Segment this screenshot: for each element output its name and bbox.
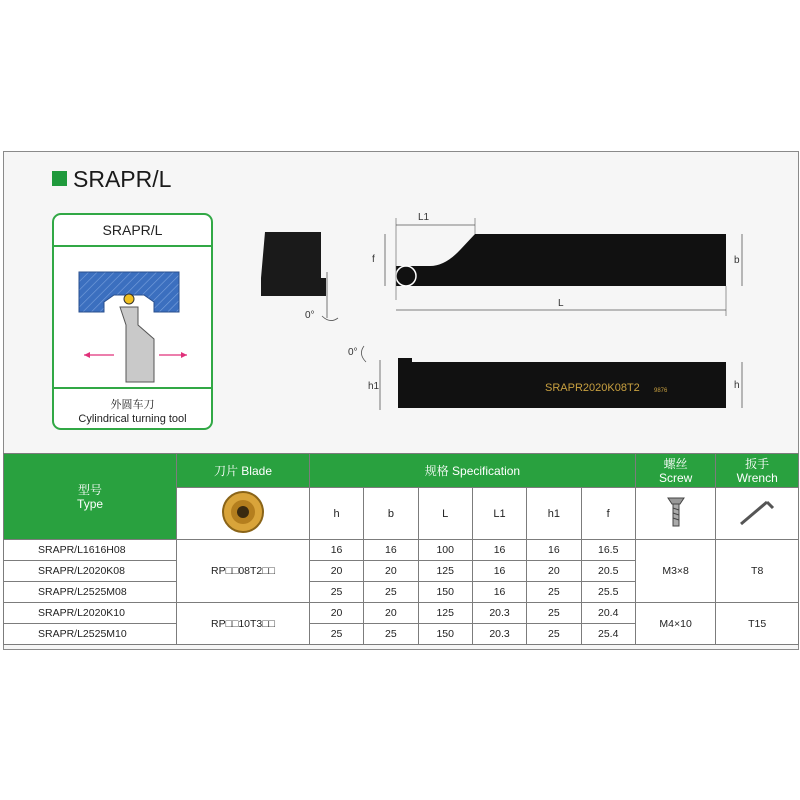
tool-marking: SRAPR2020K08T2: [545, 382, 640, 394]
specification-table: [3, 453, 799, 645]
header-blade: 刀片 Blade: [177, 454, 310, 488]
screw-code: M3×8: [635, 540, 716, 603]
dim-b: b: [734, 255, 740, 266]
col-f: f: [581, 488, 635, 540]
side-angle-label: 0°: [348, 347, 358, 358]
wrench-image: [716, 488, 799, 540]
table-row: SRAPR/L2525M10 25 25 150 20.3 25 25.4: [4, 624, 799, 645]
dim-L: L: [558, 298, 564, 309]
blade-code: RP□□10T3□□: [177, 603, 310, 645]
screw-code: M4×10: [635, 603, 716, 645]
top-view-shape: [396, 234, 726, 286]
tool-box-header: SRAPR/L: [54, 215, 211, 247]
col-h1: h1: [527, 488, 581, 540]
table-row: SRAPR/L2525M08 25 25 150 16 25 25.5: [4, 582, 799, 603]
table-row: SRAPR/L1616H08 RP□□08T2□□ 16 16 100 16 16 16.5 M3×8 T8: [4, 540, 799, 561]
col-h: h: [309, 488, 363, 540]
end-view-shape: [261, 232, 326, 296]
blade-image: [177, 488, 310, 540]
wrench-code: T15: [716, 603, 799, 645]
dim-L1: L1: [418, 212, 430, 223]
col-L1: L1: [472, 488, 526, 540]
dim-h1: h1: [368, 381, 380, 392]
page-title: SRAPR/L: [52, 166, 171, 193]
table-row: SRAPR/L2020K08 20 20 125 16 20 20.5: [4, 561, 799, 582]
screw-icon: [664, 494, 688, 530]
tool-marking-small: 9876: [654, 388, 668, 394]
dim-f: f: [372, 254, 375, 265]
end-angle-label: 0°: [305, 310, 315, 321]
table-row: SRAPR/L2020K10 RP□□10T3□□ 20 20 125 20.3 25 20.4 M4×10 T15: [4, 603, 799, 624]
header-screw: 螺丝 Screw: [635, 454, 716, 488]
round-insert-icon: [220, 489, 266, 535]
header-wrench: 扳手 Wrench: [716, 454, 799, 488]
col-b: b: [364, 488, 418, 540]
wrench-icon: [735, 494, 779, 530]
blade-code: RP□□08T2□□: [177, 540, 310, 603]
header-spec: 规格 Specification: [309, 454, 635, 488]
screw-image: [635, 488, 716, 540]
header-type: 型号 Type: [4, 454, 177, 540]
wrench-code: T8: [716, 540, 799, 603]
dim-h: h: [734, 380, 740, 391]
col-L: L: [418, 488, 472, 540]
tool-caption: 外圆车刀 Cylindrical turning tool: [78, 399, 187, 425]
